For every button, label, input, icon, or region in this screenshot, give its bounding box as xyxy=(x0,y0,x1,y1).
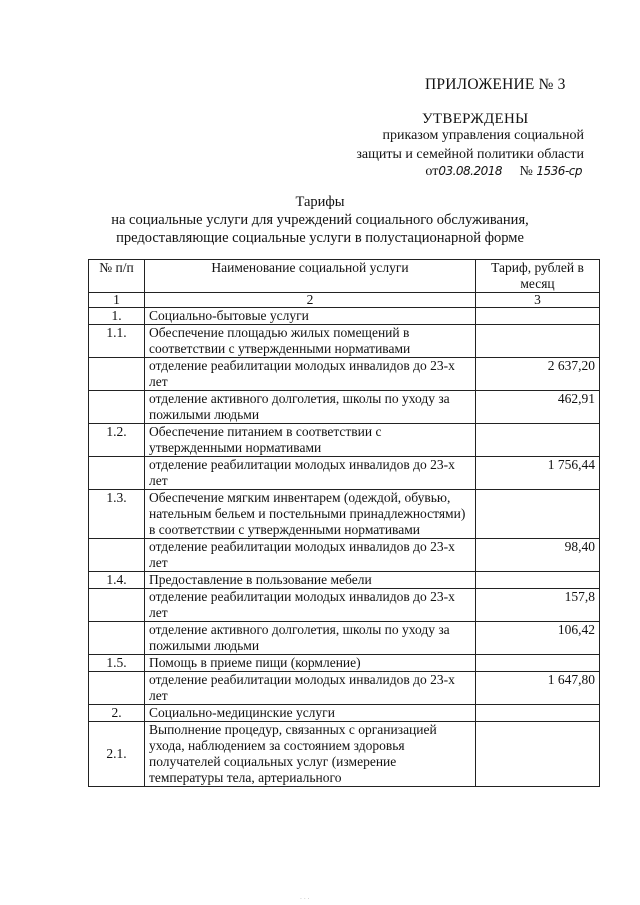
tariff-value xyxy=(476,424,600,457)
tariff-value: 1 756,44 xyxy=(476,457,600,490)
header-service-name: Наименование социальной услуги xyxy=(145,260,476,293)
service-name: Выполнение процедур, связанных с организацией ухода, наблюдением за состоянием здоровья получателей социальных услуг (измерение температуры тела, артериального xyxy=(145,722,476,787)
service-name: отделение активного долголетия, школы по уходу за пожилыми людьми xyxy=(145,622,476,655)
row-number: 1.5. xyxy=(89,655,145,672)
order-line-2: защиты и семейной политики области xyxy=(356,147,584,162)
table-row xyxy=(89,358,600,391)
row-number: 1.4. xyxy=(89,572,145,589)
tariff-value: 462,91 xyxy=(476,391,600,424)
service-name: Обеспечение питанием в соответствии с утвержденными нормативами xyxy=(145,424,476,457)
service-name: Обеспечение площадью жилых помещений в соответствии с утвержденными нормативами xyxy=(145,325,476,358)
column-number-row xyxy=(89,293,600,308)
order-reference xyxy=(425,164,582,180)
column-number: 2 xyxy=(145,293,476,308)
service-name: отделение реабилитации молодых инвалидов до 23-х лет xyxy=(145,589,476,622)
row-number: 2.1. xyxy=(89,722,145,787)
row-number xyxy=(89,457,145,490)
service-name: отделение реабилитации молодых инвалидов до 23-х лет xyxy=(145,457,476,490)
row-number xyxy=(89,358,145,391)
order-number: 1536-ср xyxy=(536,164,582,178)
table-header-row xyxy=(89,260,600,293)
row-number: 1.3. xyxy=(89,490,145,539)
service-name: Обеспечение мягким инвентарем (одеждой, обувью, нательным бельем и постельными принадлежностями) в соответствии с утвержденными нормативами xyxy=(145,490,476,539)
tariff-value: 106,42 xyxy=(476,622,600,655)
service-name: Предоставление в пользование мебели xyxy=(145,572,476,589)
table-row xyxy=(89,490,600,539)
column-number: 3 xyxy=(476,293,600,308)
table-row xyxy=(89,325,600,358)
tariff-value xyxy=(476,705,600,722)
table-row xyxy=(89,308,600,325)
table-row xyxy=(89,589,600,622)
approved-label: УТВЕРЖДЕНЫ xyxy=(422,111,529,127)
row-number: 2. xyxy=(89,705,145,722)
table-row xyxy=(89,572,600,589)
table-row xyxy=(89,672,600,705)
tariff-value xyxy=(476,572,600,589)
row-number xyxy=(89,539,145,572)
tariff-value xyxy=(476,655,600,672)
order-date-prefix: от xyxy=(425,164,439,179)
document-subtitle-line-2: предоставляющие социальные услуги в полустационарной форме xyxy=(116,230,524,246)
tariff-value xyxy=(476,325,600,358)
service-name: отделение реабилитации молодых инвалидов до 23-х лет xyxy=(145,539,476,572)
tariff-value: 2 637,20 xyxy=(476,358,600,391)
service-name: отделение активного долголетия, школы по уходу за пожилыми людьми xyxy=(145,391,476,424)
service-name: Помощь в приеме пищи (кормление) xyxy=(145,655,476,672)
table-row xyxy=(89,391,600,424)
row-number xyxy=(89,391,145,424)
tariff-value xyxy=(476,308,600,325)
appendix-label: ПРИЛОЖЕНИЕ № 3 xyxy=(425,76,566,93)
row-number xyxy=(89,589,145,622)
table-row xyxy=(89,722,600,787)
row-number xyxy=(89,672,145,705)
table-row xyxy=(89,457,600,490)
tariff-value xyxy=(476,722,600,787)
scan-artifact: · · · xyxy=(300,896,310,903)
table-row xyxy=(89,622,600,655)
document-subtitle-line-1: на социальные услуги для учреждений социального обслуживания, xyxy=(111,212,529,228)
table-row xyxy=(89,705,600,722)
order-line-1: приказом управления социальной xyxy=(382,128,584,143)
row-number: 1. xyxy=(89,308,145,325)
table-row xyxy=(89,655,600,672)
column-number: 1 xyxy=(89,293,145,308)
service-name: Социально-бытовые услуги xyxy=(145,308,476,325)
table-row xyxy=(89,539,600,572)
row-number: 1.2. xyxy=(89,424,145,457)
row-number: 1.1. xyxy=(89,325,145,358)
header-tariff: Тариф, рублей в месяц xyxy=(476,260,600,293)
header-number: № п/п xyxy=(89,260,145,293)
tariff-value xyxy=(476,490,600,539)
order-number-prefix: № xyxy=(519,164,533,179)
tariff-value: 157,8 xyxy=(476,589,600,622)
service-name: Социально-медицинские услуги xyxy=(145,705,476,722)
tariff-value: 1 647,80 xyxy=(476,672,600,705)
service-name: отделение реабилитации молодых инвалидов до 23-х лет xyxy=(145,358,476,391)
document-title: Тарифы xyxy=(295,194,345,210)
tariff-value: 98,40 xyxy=(476,539,600,572)
service-name: отделение реабилитации молодых инвалидов до 23-х лет xyxy=(145,672,476,705)
table-row xyxy=(89,424,600,457)
order-date: 03.08.2018 xyxy=(438,164,503,178)
tariff-table xyxy=(88,259,600,787)
row-number xyxy=(89,622,145,655)
